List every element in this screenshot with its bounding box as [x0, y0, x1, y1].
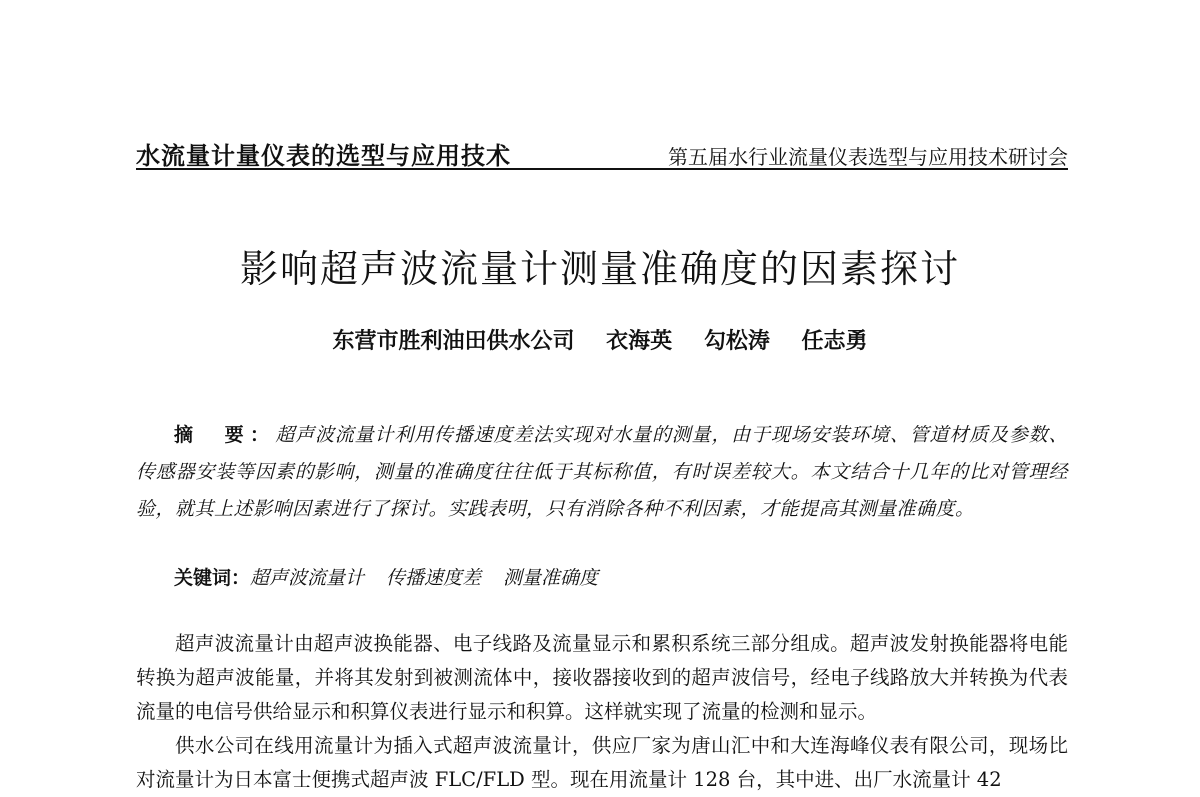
keywords-label: 关键词： — [174, 567, 251, 589]
running-header-left: 水流量计量仪表的选型与应用技术 — [136, 142, 511, 170]
author-name: 勾松涛 — [703, 328, 770, 354]
author-name: 任志勇 — [801, 328, 868, 354]
author-line — [0, 324, 1200, 355]
running-header-right: 第五届水行业流量仪表选型与应用技术研讨会 — [668, 145, 1068, 169]
keyword: 测量准确度 — [503, 567, 599, 589]
keywords — [174, 563, 620, 590]
body-paragraph: 供水公司在线用流量计为插入式超声波流量计，供应厂家为唐山汇中和大连海峰仪表有限公司，现场比对流量计为日本富士便携式超声波 FLC/FLD 型。现在用流量计 128 台，其中进、出厂水流量计 42 — [136, 734, 1068, 791]
affiliation: 东营市胜利油田供水公司 — [332, 328, 575, 354]
body-text — [136, 627, 1068, 797]
author-name: 衣海英 — [606, 328, 673, 354]
keyword: 超声波流量计 — [250, 567, 365, 589]
abstract-text: 超声波流量计利用传播速度差法实现对水量的测量，由于现场安装环境、管道材质及参数、传感器安装等因素的影响，测量的准确度往往低于其标称值，有时误差较大。本文结合十几年的比对管理经验，就其上述影响因素进行了探讨。实践表明，只有消除各种不利因素，才能提高其测量准确度。 — [136, 424, 1068, 520]
paper-title: 影响超声波流量计测量准确度的因素探讨 — [239, 247, 960, 291]
header-rule — [136, 168, 1068, 170]
keyword: 传播速度差 — [386, 567, 482, 589]
abstract-label: 摘 要： — [174, 424, 276, 446]
abstract — [136, 417, 1068, 528]
body-paragraph: 超声波流量计由超声波换能器、电子线路及流量显示和累积系统三部分组成。超声波发射换能器将电能转换为超声波能量，并将其发射到被测流体中，接收器接收到的超声波信号，经电子线路放大并转换为代表流量的电信号供给显示和积算仪表进行显示和积算。这样就实现了流量的检测和显示。 — [136, 632, 1068, 723]
